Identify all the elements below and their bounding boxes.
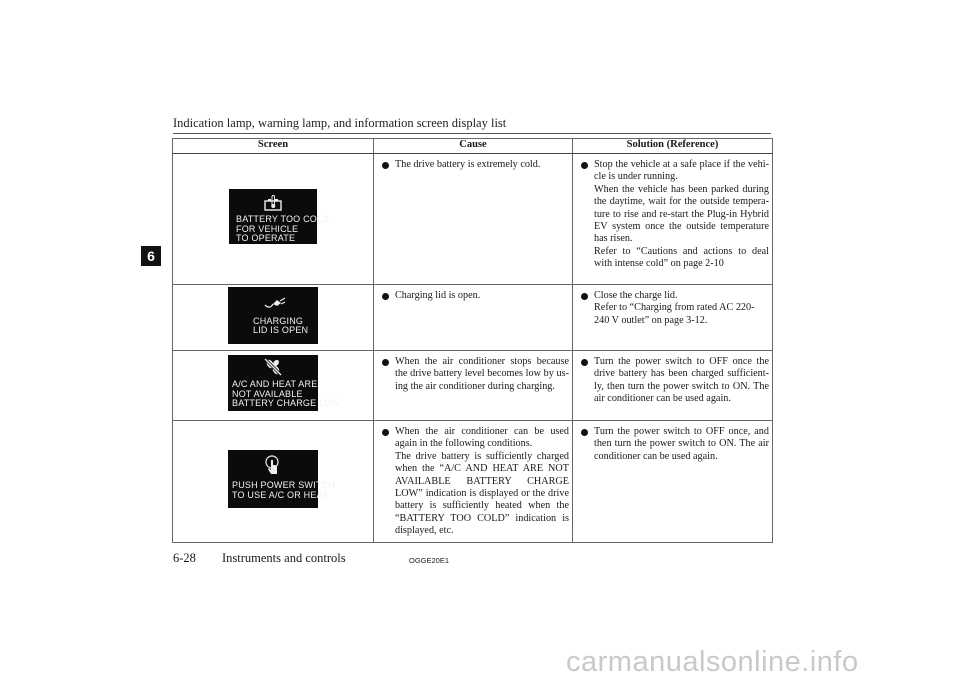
screen-cell — [173, 351, 374, 421]
display-line: PUSH POWER SWITCH — [232, 480, 335, 491]
screen-cell — [173, 285, 374, 351]
watermark: carmanualsonline.info — [566, 646, 859, 678]
header-divider — [173, 133, 771, 134]
bullet-icon — [382, 359, 389, 366]
bullet-icon — [581, 162, 588, 169]
chapter-tab: 6 — [141, 246, 161, 266]
bullet-icon — [382, 162, 389, 169]
bullet-icon — [581, 359, 588, 366]
push-power-switch-display — [228, 450, 335, 508]
table-row — [173, 351, 773, 421]
display-list-table — [172, 138, 773, 543]
bullet-icon — [382, 429, 389, 436]
solution-text: Turn the power switch to OFF once, and then turn the power switch to ON. The air conditioner can be used again. — [594, 426, 769, 462]
battery-too-cold-display — [229, 189, 329, 244]
bullet-icon — [382, 293, 389, 300]
cause-cell — [374, 154, 573, 285]
ac-not-available-display — [228, 355, 341, 411]
cause-cell — [374, 351, 573, 421]
solution-cell — [573, 351, 773, 421]
table-row — [173, 421, 773, 543]
fan-crossed-icon — [263, 358, 283, 376]
solution-text: Turn the power switch to OFF once the drive battery has been charged sufficient-ly, then turn the power switch to ON. The air conditioner can be used again. — [594, 356, 769, 405]
cause-text: Charging lid is open. — [395, 290, 481, 301]
display-line: TO USE A/C OR HEAT — [232, 489, 328, 500]
solution-cell — [573, 421, 773, 543]
column-header-cause: Cause — [374, 139, 573, 154]
battery-thermometer-icon — [263, 195, 283, 212]
cause-cell — [374, 285, 573, 351]
charging-lid-open-display — [228, 287, 318, 344]
charging-plug-icon — [264, 295, 286, 309]
bullet-icon — [581, 293, 588, 300]
page-number: 6-28 — [173, 551, 196, 565]
display-line: BATTERY TOO COLD — [236, 214, 329, 225]
cause-cell — [374, 421, 573, 543]
display-line: TO OPERATE — [236, 233, 296, 244]
display-line: LID IS OPEN — [253, 325, 309, 336]
solution-cell — [573, 285, 773, 351]
solution-cell — [573, 154, 773, 285]
footer-section-title: Instruments and controls — [222, 551, 346, 565]
display-line: BATTERY CHARGE LOW — [232, 398, 341, 409]
solution-text: Stop the vehicle at a safe place if the vehi-cle is under running. When the vehicle has been parked during the daytime, wait for the outside tempera-ture to rise and re-start the Plug-in Hybrid EV system once the outside temperature has risen. Refer to “Cautions and actions to deal with intense cold” on page 2-10 — [594, 159, 769, 270]
table-header-row — [173, 139, 773, 154]
table-row — [173, 285, 773, 351]
table-row — [173, 154, 773, 285]
bullet-icon — [581, 429, 588, 436]
page-header-title: Indication lamp, warning lamp, and information screen display list — [173, 116, 507, 130]
cause-text: The drive battery is extremely cold. — [395, 159, 541, 170]
display-line: FOR VEHICLE — [236, 223, 299, 234]
cause-text: When the air conditioner can be used again in the following conditions. The drive battery is sufficiently charged when the “A/C AND HEAT ARE NOT AVAILABLE BATTERY CHARGE LOW” indication is displayed or the drive battery is sufficiently heated when the “BATTERY TOO COLD” indication is displayed, etc. — [395, 426, 569, 537]
solution-text: Close the charge lid. Refer to “Charging from rated AC 220-240 V outlet” on page 3-12. — [594, 290, 755, 326]
display-line: NOT AVAILABLE — [232, 388, 303, 399]
screen-cell — [173, 421, 374, 543]
screen-cell — [173, 154, 374, 285]
column-header-screen: Screen — [173, 139, 374, 154]
display-line: CHARGING — [253, 315, 304, 326]
display-line: A/C AND HEAT ARE — [232, 379, 318, 390]
column-header-solution: Solution (Reference) — [573, 139, 773, 154]
power-switch-hand-icon — [262, 454, 282, 476]
manual-code: OGGE20E1 — [409, 556, 450, 565]
cause-text: When the air conditioner stops because the drive battery level becomes low by us-ing the air conditioner during charging. — [395, 356, 569, 392]
